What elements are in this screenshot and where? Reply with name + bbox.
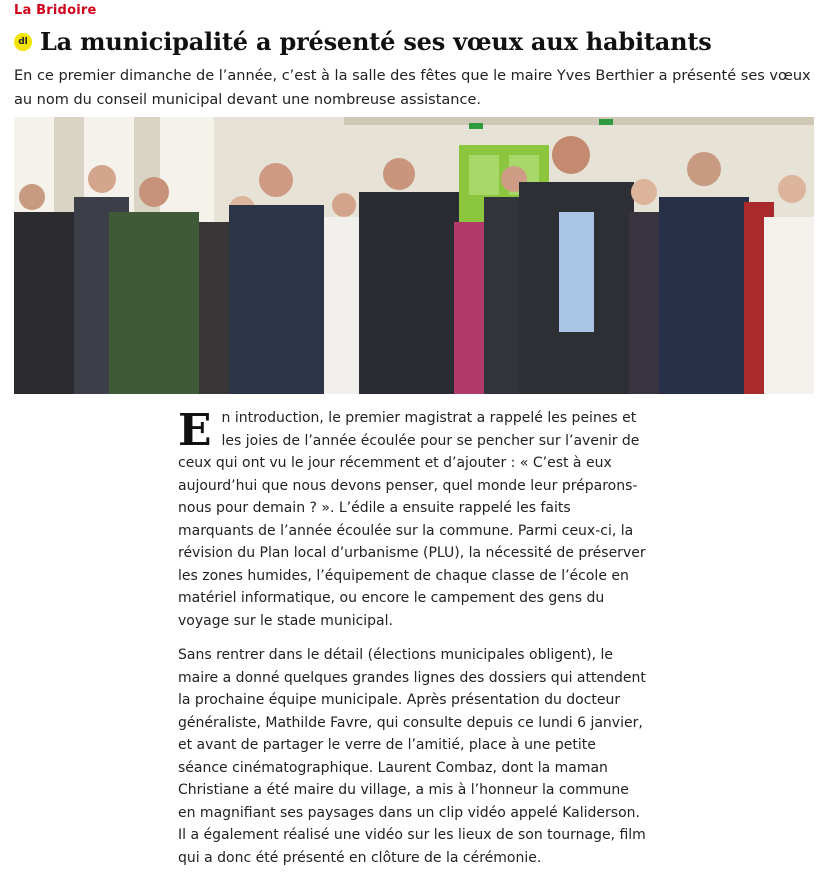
body-paragraph-2: [178, 644, 648, 869]
article-headline: La municipalité a présenté ses vœux aux habitants: [40, 27, 712, 56]
locality-label: La Bridoire: [14, 3, 97, 18]
article-body: [178, 407, 648, 881]
headline-row: [14, 27, 712, 56]
paragraph-text: n introduction, le premier magistrat a rappelé les peines et les joies de l’année écoulée pour se pencher sur l’avenir de ceux qui ont vu le jour récemment et d’ajouter : « C’est à eux aujourd’hui que nous devons penser, quel monde leur préparons-nous pour demain ? ». L’édile a ensuite rappelé les faits marquants de l’année écoulée sur la commune. Parmi ceux-ci, la révision du Plan local d’urbanisme (PLU), la nécessité de préserver les zones humides, l’équipement de chaque classe de l’école en matériel informatique, ou encore le campement des gens du voyage sur le stade municipal.: [178, 410, 646, 629]
body-paragraph-1: [178, 407, 648, 632]
crowd-photo-illustration: [14, 117, 814, 394]
dl-logo-badge: dl: [14, 33, 32, 51]
paragraph-text: Sans rentrer dans le détail (élections municipales obligent), le maire a donné quelques grandes lignes des dossiers qui attendent la prochaine équipe municipale. Après présentation du docteur généraliste, Mathilde Favre, qui consulte depuis ce lundi 6 janvier, et avant de partager le verre de l’amitié, place à une petite séance cinématographique. Laurent Combaz, dont la maman Christiane a été maire du village, a mis à l’honneur la commune en magnifiant ses paysages dans un clip vidéo appelé Kaliderson. Il a également réalisé une vidéo sur les lieux de son tournage, film qui a donc été présenté en clôture de la cérémonie.: [178, 647, 646, 866]
drop-cap: E: [178, 405, 212, 456]
article-lead: En ce premier dimanche de l’année, c’est à la salle des fêtes que le maire Yves Berthier a présenté ses vœux au nom du conseil municipal devant une nombreuse assistance.: [14, 68, 811, 108]
article-photo: [14, 117, 814, 394]
